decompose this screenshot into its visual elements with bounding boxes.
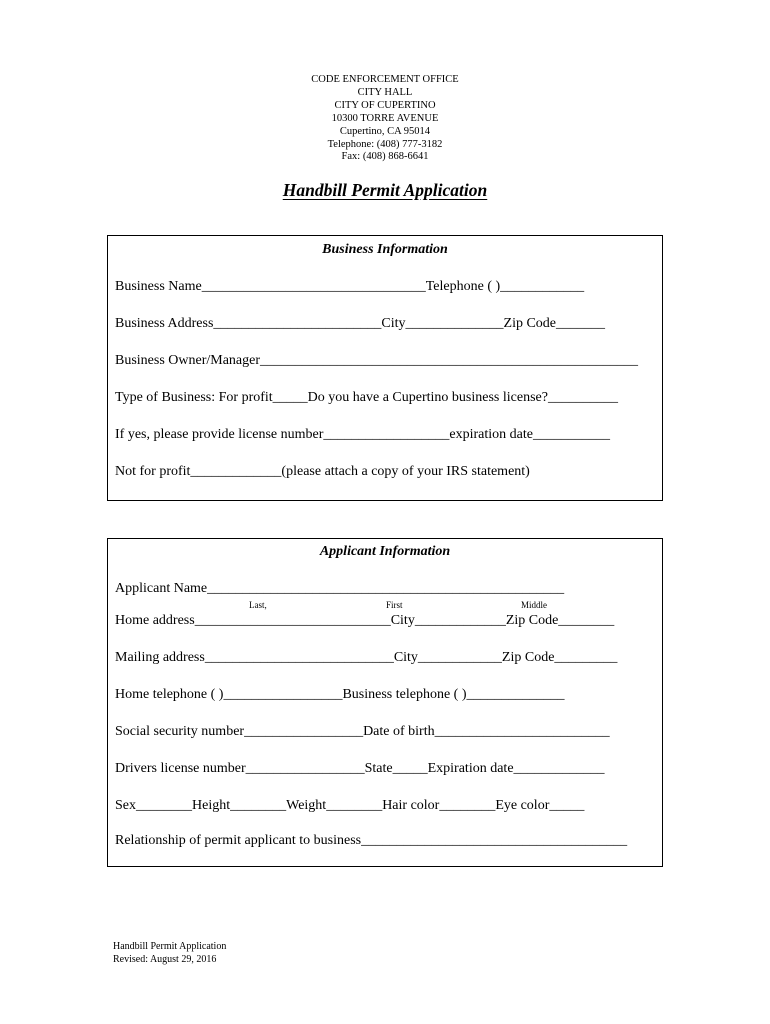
page-title: Handbill Permit Application <box>282 180 488 200</box>
business-owner-line[interactable]: Business Owner/Manager______________________________________________________ <box>115 353 639 368</box>
business-type-line[interactable]: Type of Business: For profit_____Do you have a Cupertino business license?__________ <box>115 390 618 405</box>
header-street: 10300 TORRE AVENUE <box>331 112 439 124</box>
telephone-line[interactable]: Home telephone ( )_________________Business telephone ( )______________ <box>115 687 565 702</box>
footer-revision-date: Revised: August 29, 2016 <box>113 953 217 965</box>
header-office: CODE ENFORCEMENT OFFICE <box>311 74 459 85</box>
business-address-line[interactable]: Business Address________________________City______________Zip Code_______ <box>115 316 606 331</box>
not-for-profit-line[interactable]: Not for profit_____________(please attach a copy of your IRS statement) <box>115 464 530 479</box>
home-address-line[interactable]: Home address____________________________City_____________Zip Code________ <box>115 613 615 628</box>
document-footer <box>113 941 226 966</box>
business-name-line[interactable]: Business Name________________________________Telephone ( )____________ <box>115 279 585 294</box>
applicant-section-heading: Applicant Information <box>319 544 451 559</box>
footer-form-name: Handbill Permit Application <box>113 941 227 952</box>
sublabel-middle: Middle <box>521 600 547 610</box>
applicant-information-section <box>107 538 663 867</box>
drivers-license-line[interactable]: Drivers license number_________________State_____Expiration date_____________ <box>115 761 605 776</box>
header-telephone: Telephone: (408) 777-3182 <box>327 138 443 150</box>
office-header <box>0 74 770 164</box>
sublabel-last: Last, <box>249 600 267 610</box>
business-section-heading: Business Information <box>322 242 448 257</box>
header-city-state-zip: Cupertino, CA 95014 <box>339 125 431 137</box>
physical-description-line[interactable]: Sex________Height________Weight________Hair color________Eye color_____ <box>115 798 585 813</box>
relationship-line[interactable]: Relationship of permit applicant to business______________________________________ <box>115 833 628 848</box>
header-fax: Fax: (408) 868-6641 <box>341 151 429 163</box>
sublabel-first: First <box>386 600 403 610</box>
business-information-section <box>107 235 663 501</box>
applicant-name-line[interactable]: Applicant Name___________________________________________________ <box>115 581 565 596</box>
header-city: CITY OF CUPERTINO <box>334 99 436 111</box>
license-number-line[interactable]: If yes, please provide license number__________________expiration date___________ <box>115 427 610 442</box>
mailing-address-line[interactable]: Mailing address___________________________City____________Zip Code_________ <box>115 650 618 665</box>
ssn-dob-line[interactable]: Social security number_________________Date of birth_________________________ <box>115 724 610 739</box>
header-city-hall: CITY HALL <box>357 86 413 98</box>
